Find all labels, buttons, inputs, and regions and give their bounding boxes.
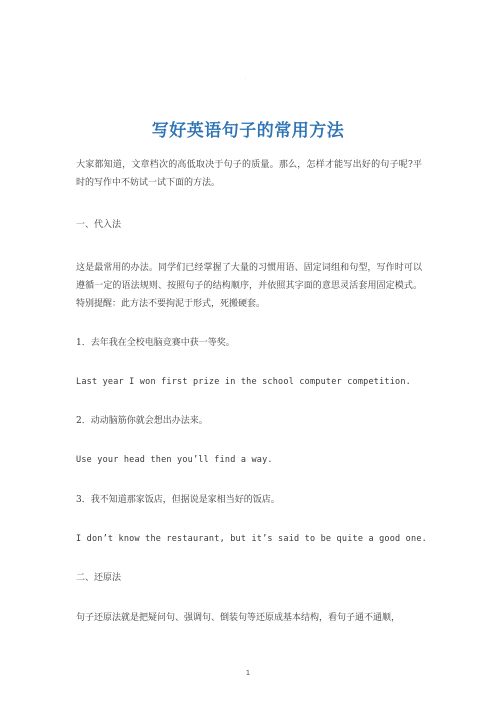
- section2-heading: 二、还原法: [76, 573, 122, 583]
- section2-paragraph: 句子还原法就是把疑问句、强调句、倒装句等还原成基本结构，看句子通不通顺，: [76, 613, 401, 623]
- header-mark: ·: [245, 76, 247, 82]
- example3-chinese: 3．我不知道那家饭店，但据说是家相当好的饭店。: [76, 495, 280, 505]
- example1-english: Last year I won first prize in the school computer competition.: [76, 377, 411, 387]
- example2-chinese: 2．动动脑筋你就会想出办法来。: [76, 416, 208, 426]
- intro-paragraph: 大家都知道，文章档次的高低取决于句子的质量。那么，怎样才能写出好的句子呢?平时的写作中不妨试一试下面的方法。: [76, 160, 422, 188]
- example1-chinese: 1．去年我在全校电脑竞赛中获一等奖。: [76, 338, 235, 348]
- section1-paragraph: 这是最常用的办法。同学们已经掌握了大量的习惯用语、固定词组和句型，写作时可以遵循一定的语法规则、按照句子的结构顺序，并依照其字面的意思灵活套用固定模式。特别提醒：此方法不要拘泥于形式，死搬硬套。: [76, 263, 422, 309]
- example3-english: I don’t know the restaurant, but it’s said to be quite a good one.: [76, 534, 427, 544]
- section1-heading: 一、代入法: [76, 220, 122, 230]
- example2-english: Use your head then you’ll find a way.: [76, 455, 273, 465]
- document-title: 写好英语句子的常用方法: [151, 121, 345, 141]
- page-number: 1: [245, 669, 251, 677]
